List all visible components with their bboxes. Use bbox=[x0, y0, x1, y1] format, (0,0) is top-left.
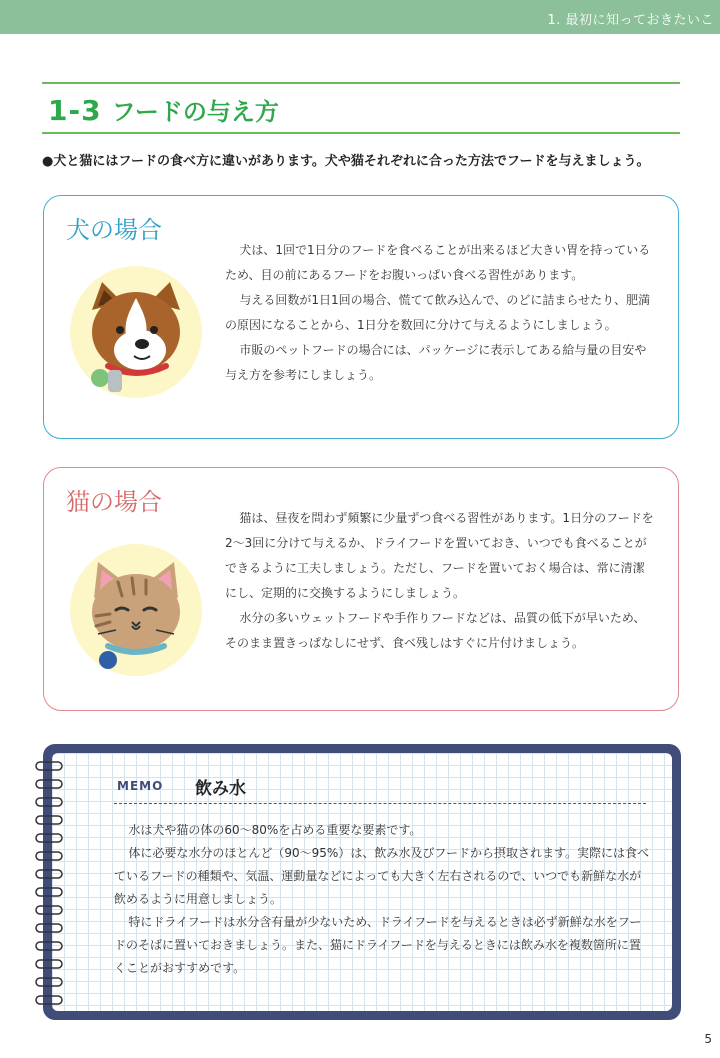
spiral-binding-icon bbox=[32, 760, 66, 1010]
memo-paragraph: 水は犬や猫の体の60～80%を占める重要な要素です。 bbox=[128, 823, 422, 837]
page-number: 5 bbox=[704, 1032, 712, 1046]
dog-paragraph: 与える回数が1日1回の場合、慌てて飲み込んで、のどに詰まらせたり、肥満の原因になることから、1日分を数回に分けて与えるようにしましょう。 bbox=[225, 293, 651, 332]
cat-paragraph: 水分の多いウェットフードや手作りフードなどは、品質の低下が早いため、そのまま置きっぱなしにせず、食べ残しはすぐに片付けましょう。 bbox=[225, 611, 646, 650]
cat-section bbox=[43, 467, 679, 711]
title-rule-bottom bbox=[42, 132, 680, 134]
header-bar bbox=[0, 0, 720, 34]
lead-text: ●犬と猫にはフードの食べ方に違いがあります。犬や猫それぞれに合った方法でフードを与えましょう。 bbox=[42, 154, 650, 169]
dog-section bbox=[43, 195, 679, 439]
memo-body bbox=[114, 819, 650, 980]
dog-paragraph: 犬は、1回で1日分のフードを食べることが出来るほど大きい胃を持っているため、目の前にあるフードをお腹いっぱい食べる習性があります。 bbox=[225, 243, 651, 282]
section-heading bbox=[48, 92, 279, 127]
section-title: フードの与え方 bbox=[111, 98, 279, 126]
memo-title: 飲み水 bbox=[195, 779, 246, 799]
memo-frame bbox=[43, 744, 681, 1020]
memo-grid-paper bbox=[52, 753, 672, 1011]
cat-section-body bbox=[225, 506, 655, 656]
dog-paragraph: 市販のペットフードの場合には、パッケージに表示してある給与量の目安や与え方を参考にしましょう。 bbox=[225, 343, 647, 382]
cat-paragraph: 猫は、昼夜を問わず頻繁に少量ずつ食べる習性があります。1日分のフードを2～3回に分けて与えるか、ドライフードを置いておき、いつでも食べることができるように工夫しましょう。ただし、フードを置いておく場合は、常に清潔にし、定期的に交換するようにしましょう。 bbox=[225, 511, 654, 600]
memo-paragraph: 体に必要な水分のほとんど（90～95%）は、飲み水及びフードから摂取されます。実際には食べているフードの種類や、気温、運動量などによっても大きく左右されるので、いつでも新鮮な水が飲めるように用意しましょう。 bbox=[114, 846, 650, 906]
dog-section-title: 犬の場合 bbox=[66, 216, 162, 244]
section-number: 1-3 bbox=[48, 94, 102, 127]
memo-paragraph: 特にドライフードは水分含有量が少ないため、ドライフードを与えるときは必ず新鮮な水をフードのそばに置いておきましょう。また、猫にドライフードを与えるときには飲み水を複数箇所に置くことがおすすめです。 bbox=[114, 915, 642, 975]
dog-icon bbox=[68, 264, 204, 400]
title-rule-top bbox=[42, 82, 680, 84]
cat-section-title: 猫の場合 bbox=[66, 488, 162, 516]
cat-icon bbox=[68, 542, 204, 678]
chapter-title: 1. 最初に知っておきたいこ bbox=[547, 13, 714, 28]
memo-divider bbox=[114, 803, 646, 804]
memo-label: MEMO bbox=[117, 779, 164, 793]
dog-section-body bbox=[225, 238, 655, 388]
